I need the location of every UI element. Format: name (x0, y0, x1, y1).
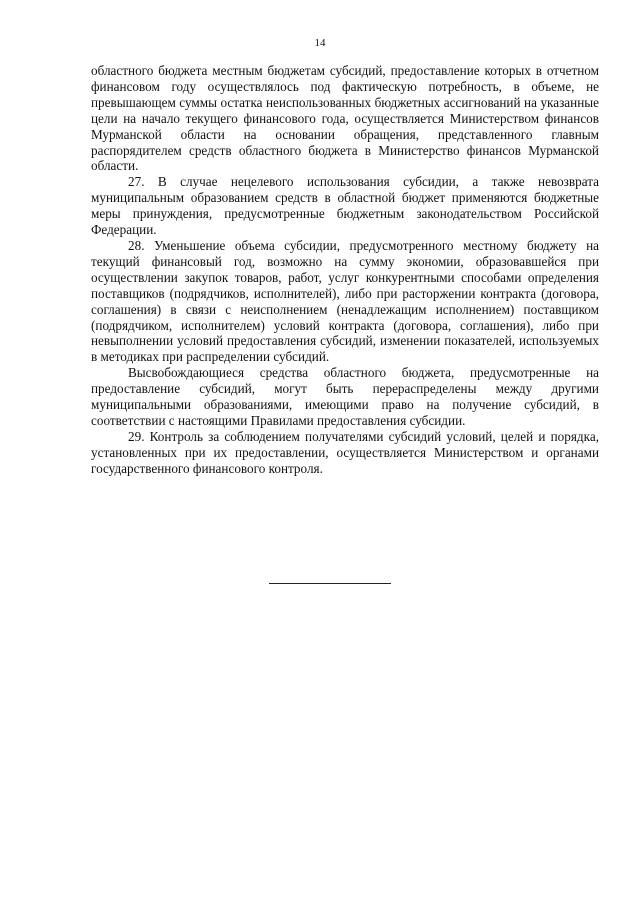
page-number: 14 (314, 37, 326, 49)
paragraph-released-funds: Высвобождающиеся средства областного бюджета, предусмотренные на предоставление субсидий, могут быть перераспределены между другими муниципальными образованиями, имеющими право на получение субсидий, в соответствии с настоящими Правилами предоставления субсидии. (91, 365, 599, 428)
paragraph-27: 27. В случае нецелевого использования субсидии, а также невозврата муниципальным образованием средств в областной бюджет применяются бюджетные меры принуждения, предусмотренные бюджетным законодательством Российской Федерации. (91, 174, 599, 238)
paragraph-29: 29. Контроль за соблюдением получателями субсидий условий, целей и порядка, установленных при их предоставлении, осуществляется Министерством и органами государственного финансового контроля. (91, 428, 599, 476)
end-of-document-line (269, 583, 391, 584)
paragraph-continuation: областного бюджета местным бюджетам субсидий, предоставление которых в отчетном финансовом году осуществлялось под фактическую потребность, в объеме, не превышающем суммы остатка неиспользованных бюджетных ассигнований на указанные цели на начало текущего финансового года, осуществляется Министерством финансов Мурманской области на основании обращения, представленного главным распорядителем средств областного бюджета в Министерство финансов Мурманской области. (91, 63, 599, 174)
document-body (91, 63, 599, 477)
paragraph-28: 28. Уменьшение объема субсидии, предусмотренного местному бюджету на текущий финансовый год, возможно на сумму экономии, образовавшейся при осуществлении закупок товаров, работ, услуг конкурентными способами определения поставщиков (подрядчиков, исполнителей), либо при расторжении контракта (договора, соглашения) в связи с неисполнением (ненадлежащим исполнением) поставщиком (подрядчиком, исполнителем) условий контракта (договора, соглашения), либо при невыполнении условий предоставления субсидий, изменении показателей, используемых в методиках при распределении субсидий. (91, 237, 599, 365)
